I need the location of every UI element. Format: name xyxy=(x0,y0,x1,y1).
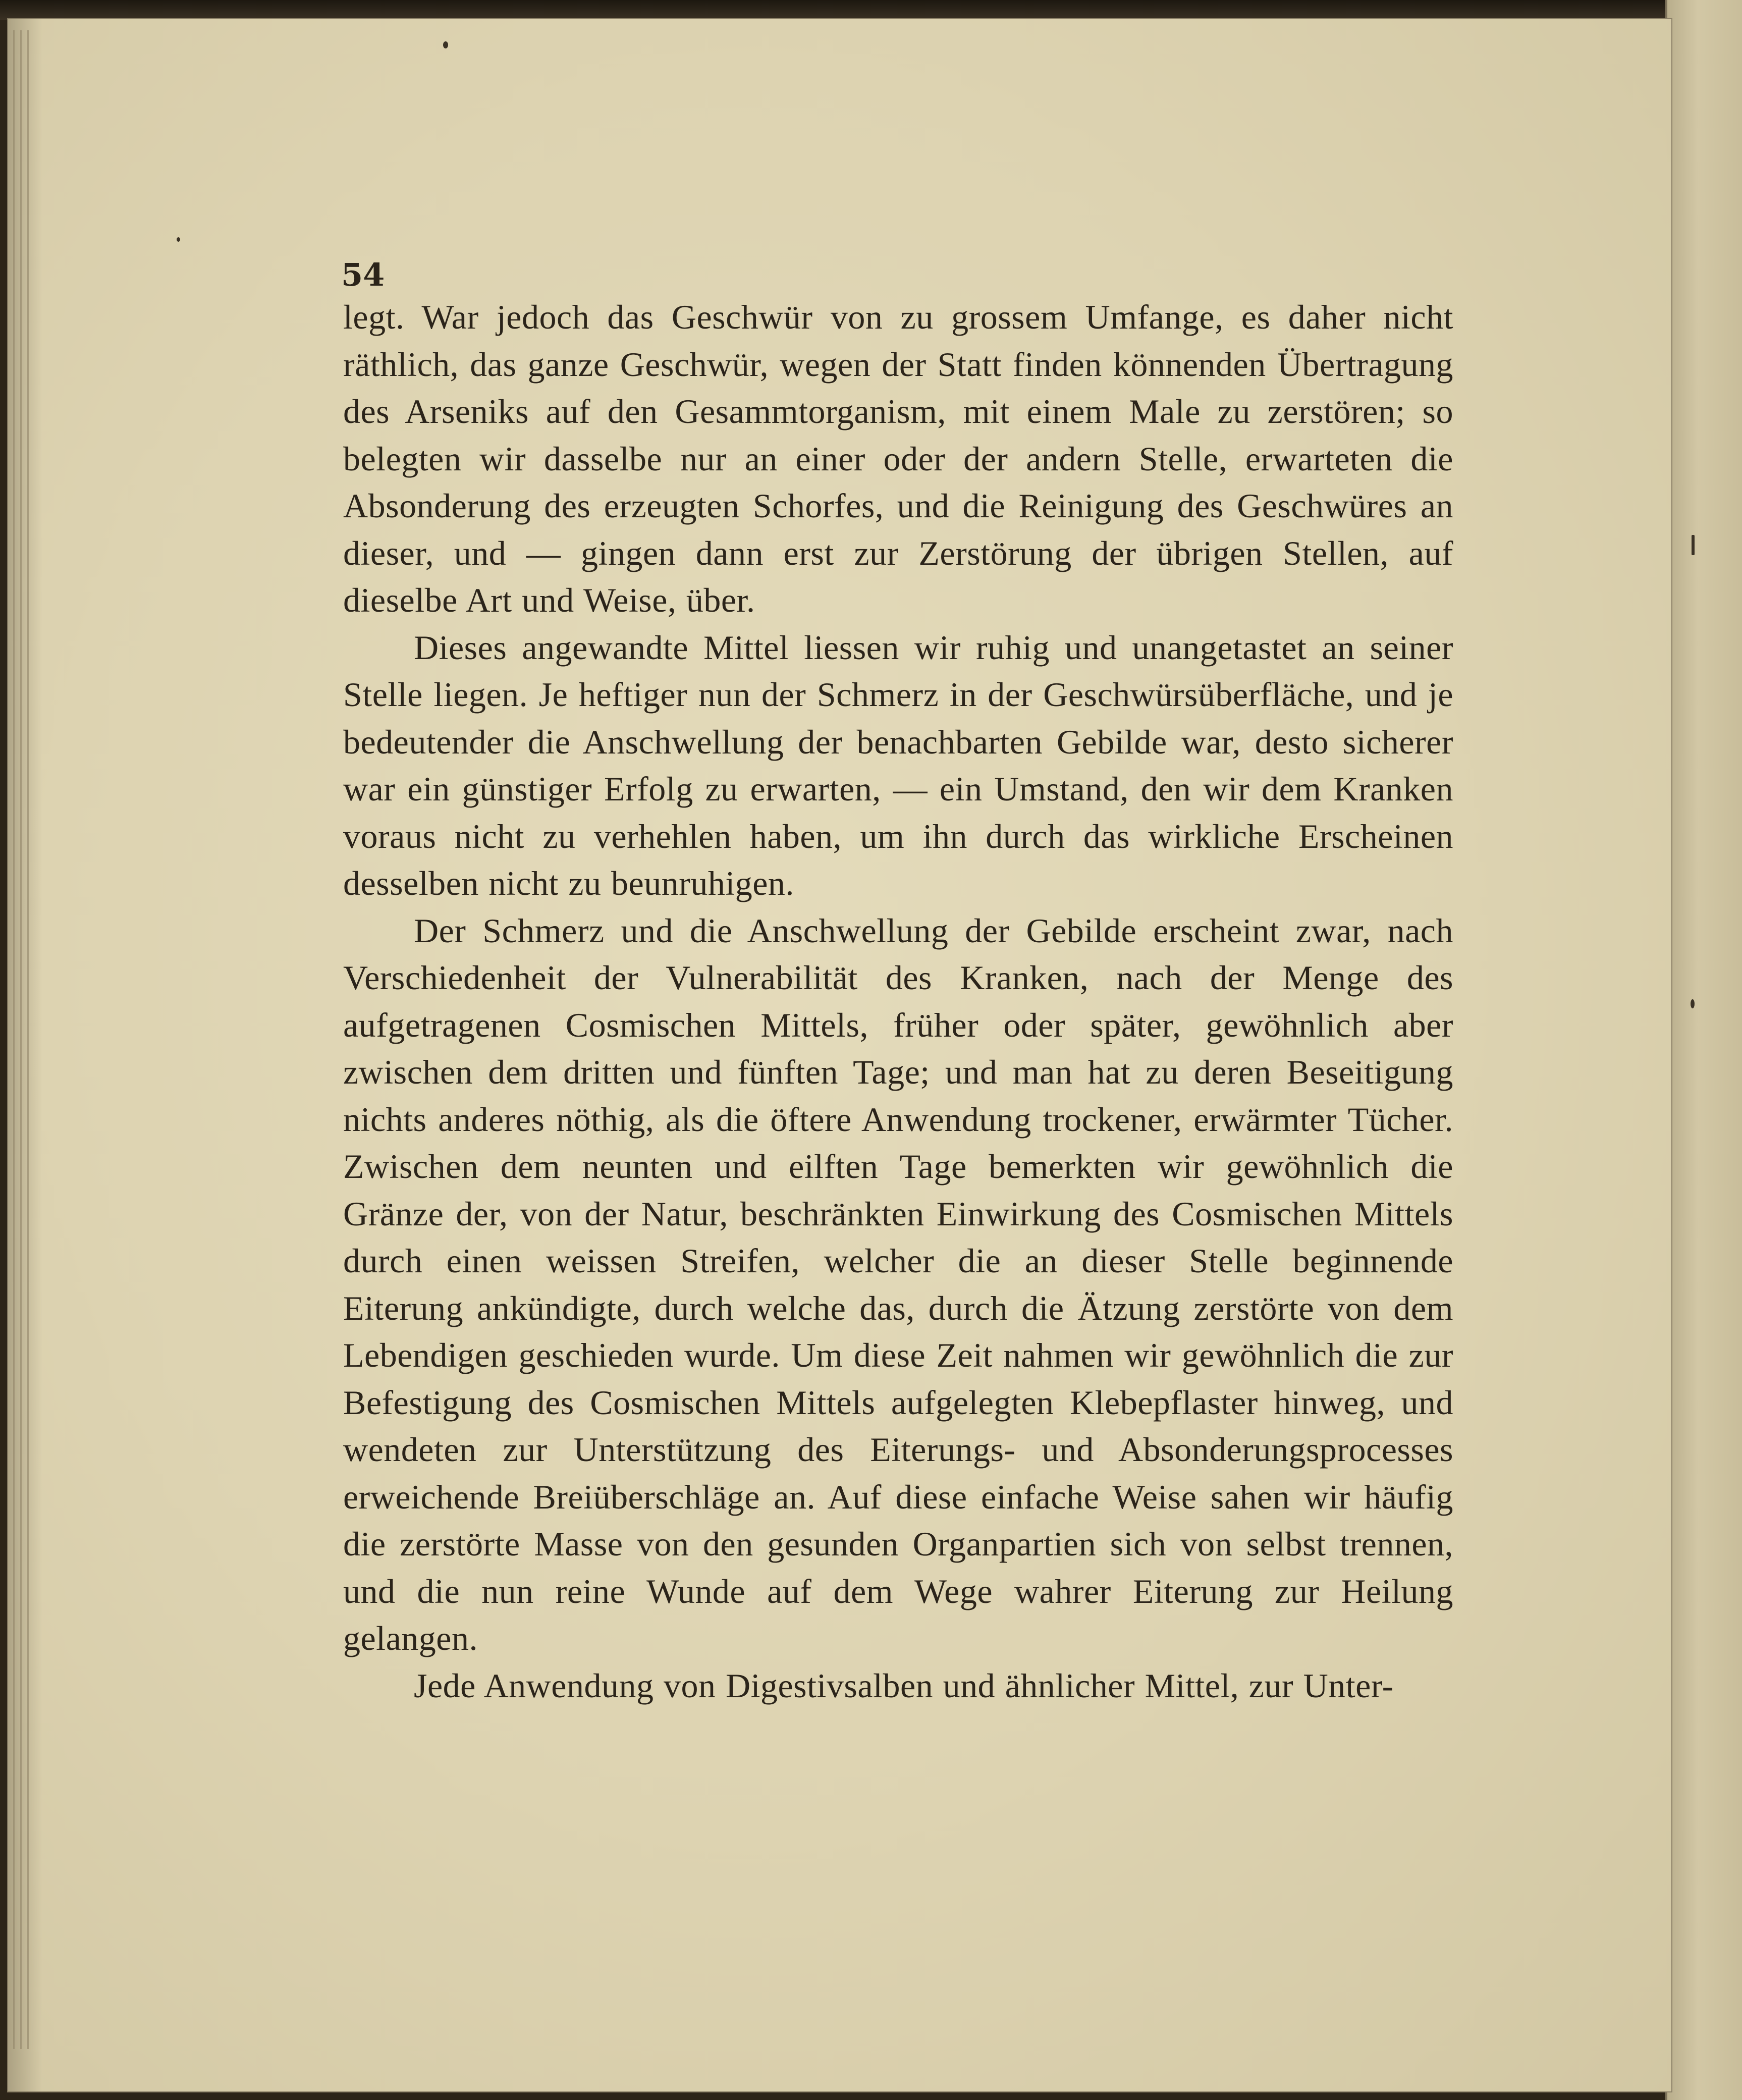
ink-spot xyxy=(1691,999,1695,1008)
page-edge-line xyxy=(20,30,22,2049)
paragraph-3: Der Schmerz und die Anschwellung der Gebilde erscheint zwar, nach Verschiedenheit der Vulnerabilität des Kranken, nach der Menge des aufgetragenen Cosmischen Mittels, früher oder später, gewöhnlich aber zwischen dem dritten und fünften Tage; und man hat zu deren Beseitigung nichts anderes nöthig, als die öftere Anwendung trockener, erwärmter Tücher. Zwischen dem neunten und eilften Tage bemerkten wir gewöhnlich die Gränze der, von der Natur, beschränkten Einwirkung des Cosmischen Mittels durch einen weissen Streifen, welcher die an dieser Stelle beginnende Eiterung ankündigte, durch welche das, durch die Ätzung zerstörte von dem Lebendigen geschieden wurde. Um diese Zeit nahmen wir gewöhnlich die zur Befestigung des Cosmischen Mittels aufgelegten Klebepflaster hinweg, und wendeten zur Unterstützung des Eiterungs- und Absonderungsprocesses erweichende Breiüberschläge an. Auf diese einfache Weise sahen wir häufig die zerstörte Masse von den gesunden Organpartien sich von selbst trennen, und die nun reine Wunde auf dem Wege wahrer Eiterung zur Heilung gelangen. xyxy=(343,911,1453,1657)
ink-spot xyxy=(1692,535,1695,555)
ink-spot xyxy=(443,41,448,48)
page-number: 54 xyxy=(341,256,385,293)
paragraph-1: legt. War jedoch das Geschwür von zu grossem Umfange, es daher nicht räthlich, das ganze Geschwür, wegen der Statt finden könnenden Übertragung des Arseniks auf den Gesammtorganism, mit einem Male zu zerstören; so belegten wir dasselbe nur an einer oder der andern Stelle, erwarteten die Absonderung des erzeugten Schorfes, und die Reinigung des Geschwüres an dieser, und — gingen dann erst zur Zerstörung der übrigen Stellen, auf dieselbe Art und Weise, über. xyxy=(343,298,1453,619)
page-edge-line xyxy=(27,30,29,2049)
ink-spot xyxy=(177,237,180,242)
paragraph-4: Jede Anwendung von Digestivsalben und ähnlicher Mittel, zur Unter- xyxy=(414,1666,1394,1705)
page-gutter-shadow xyxy=(7,18,42,2092)
paragraph-2: Dieses angewandte Mittel liessen wir ruhig und unangetastet an seiner Stelle liegen. Je heftiger nun der Schmerz in der Geschwürsüberfläche, und je bedeutender die Anschwellung der benachbarten Gebilde war, desto sicherer war ein günstiger Erfolg zu erwarten, — ein Umstand, den wir dem Kranken voraus nicht zu verhehlen haben, um ihn durch das wirkliche Erscheinen desselben nicht zu beunruhigen. xyxy=(343,628,1453,902)
page-content xyxy=(343,257,1453,1709)
scan-background-top xyxy=(0,0,1742,20)
page-edge-line xyxy=(13,30,15,2049)
facing-page-edge xyxy=(1665,0,1742,2100)
